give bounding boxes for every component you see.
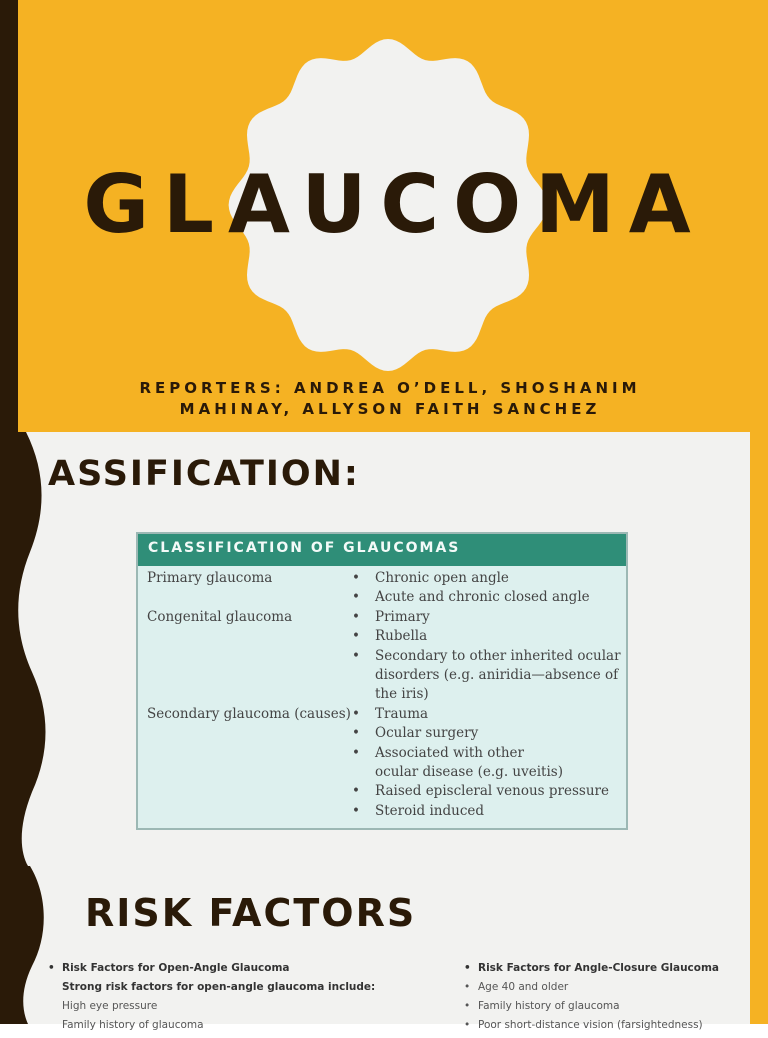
table-row-category: Primary glaucoma xyxy=(147,570,273,586)
list-item-text: Risk Factors for Open-Angle Glaucoma xyxy=(62,962,290,974)
table-row xyxy=(138,648,626,667)
risk-factors-slide xyxy=(0,866,768,1031)
list-item xyxy=(464,981,744,1000)
right-accent-bar xyxy=(750,432,768,866)
table-row-item: Chronic open angle xyxy=(375,570,509,586)
classification-slide xyxy=(0,432,768,866)
wavy-left-border xyxy=(0,432,60,866)
table-row xyxy=(138,725,626,744)
list-bullet: • xyxy=(48,962,55,974)
table-row-item: Ocular surgery xyxy=(375,725,479,742)
list-item xyxy=(48,1019,428,1038)
list-item-text: Risk Factors for Angle-Closure Glaucoma xyxy=(478,962,720,974)
table-row xyxy=(138,745,626,764)
slide-heading: RISK FACTORS xyxy=(85,891,417,935)
list-item xyxy=(464,1019,744,1038)
table-row xyxy=(138,686,626,705)
reporters-line-2: MAHINAY, ALLYSON FAITH SANCHEZ xyxy=(179,400,601,418)
list-item xyxy=(48,962,428,981)
table-row-bullet: • xyxy=(352,628,360,645)
list-bullet: • xyxy=(464,1000,471,1012)
table-row xyxy=(138,706,626,725)
classification-table xyxy=(136,532,628,830)
table-row-item: Acute and chronic closed angle xyxy=(375,589,590,606)
table-row-item: Associated with other xyxy=(375,744,524,761)
table-row-bullet: • xyxy=(352,589,360,606)
table-row xyxy=(138,783,626,802)
table-row-bullet: • xyxy=(352,608,360,625)
table-row-item: Secondary to other inherited ocular xyxy=(375,647,621,664)
table-row-item: Rubella xyxy=(375,628,428,645)
table-row-category: Congenital glaucoma xyxy=(147,608,293,625)
list-item-text: Family history of glaucoma xyxy=(62,1019,204,1031)
list-bullet: • xyxy=(464,981,471,993)
table-row-category: Secondary glaucoma (causes) xyxy=(147,705,351,722)
list-item-text: Poor short-distance vision (farsightedness) xyxy=(478,1019,703,1031)
right-accent-bar xyxy=(750,866,768,1024)
table-row xyxy=(138,628,626,647)
list-bullet: • xyxy=(464,1019,471,1031)
table-row xyxy=(138,589,626,608)
table-row xyxy=(138,609,626,628)
table-row-bullet: • xyxy=(352,725,360,742)
table-row-item: the iris) xyxy=(375,686,429,703)
table-row-item: Primary xyxy=(375,608,430,625)
title-slide xyxy=(0,0,768,432)
table-row-bullet: • xyxy=(352,570,360,586)
list-item xyxy=(48,1000,428,1019)
list-item-text: Strong risk factors for open-angle glaucoma include: xyxy=(62,981,376,993)
table-body xyxy=(138,566,626,822)
reporters-credit xyxy=(100,378,680,420)
table-row-bullet: • xyxy=(352,705,360,722)
table-row xyxy=(138,667,626,686)
table-row-bullet: • xyxy=(352,802,360,819)
slide-heading: ASSIFICATION: xyxy=(48,454,360,494)
table-row-item: ocular disease (e.g. uveitis) xyxy=(375,763,563,780)
list-item xyxy=(464,1000,744,1019)
table-row xyxy=(138,570,626,589)
list-item xyxy=(48,981,428,1000)
table-row-item: disorders (e.g. aniridia—absence of xyxy=(375,666,619,683)
list-item-text: Age 40 and older xyxy=(478,981,569,993)
list-item-text: Family history of glaucoma xyxy=(478,1000,620,1012)
reporters-line-1: REPORTERS: ANDREA O’DELL, SHOSHANIM xyxy=(139,379,641,397)
table-title: CLASSIFICATION OF GLAUCOMAS xyxy=(138,534,626,566)
table-row-bullet: • xyxy=(352,744,360,761)
list-item-text: High eye pressure xyxy=(62,1000,158,1012)
table-row-item: Steroid induced xyxy=(375,802,485,819)
presentation-title: GLAUCOMA xyxy=(83,158,705,251)
angle-closure-risk-list xyxy=(464,962,744,1038)
table-row-item: Trauma xyxy=(375,705,429,722)
table-row xyxy=(138,764,626,783)
open-angle-risk-list xyxy=(48,962,428,1038)
table-row-bullet: • xyxy=(352,783,360,800)
table-row-bullet: • xyxy=(352,647,360,664)
list-item xyxy=(464,962,744,981)
table-row-item: Raised episcleral venous pressure xyxy=(375,783,609,800)
list-bullet: • xyxy=(464,962,471,974)
table-row xyxy=(138,803,626,822)
